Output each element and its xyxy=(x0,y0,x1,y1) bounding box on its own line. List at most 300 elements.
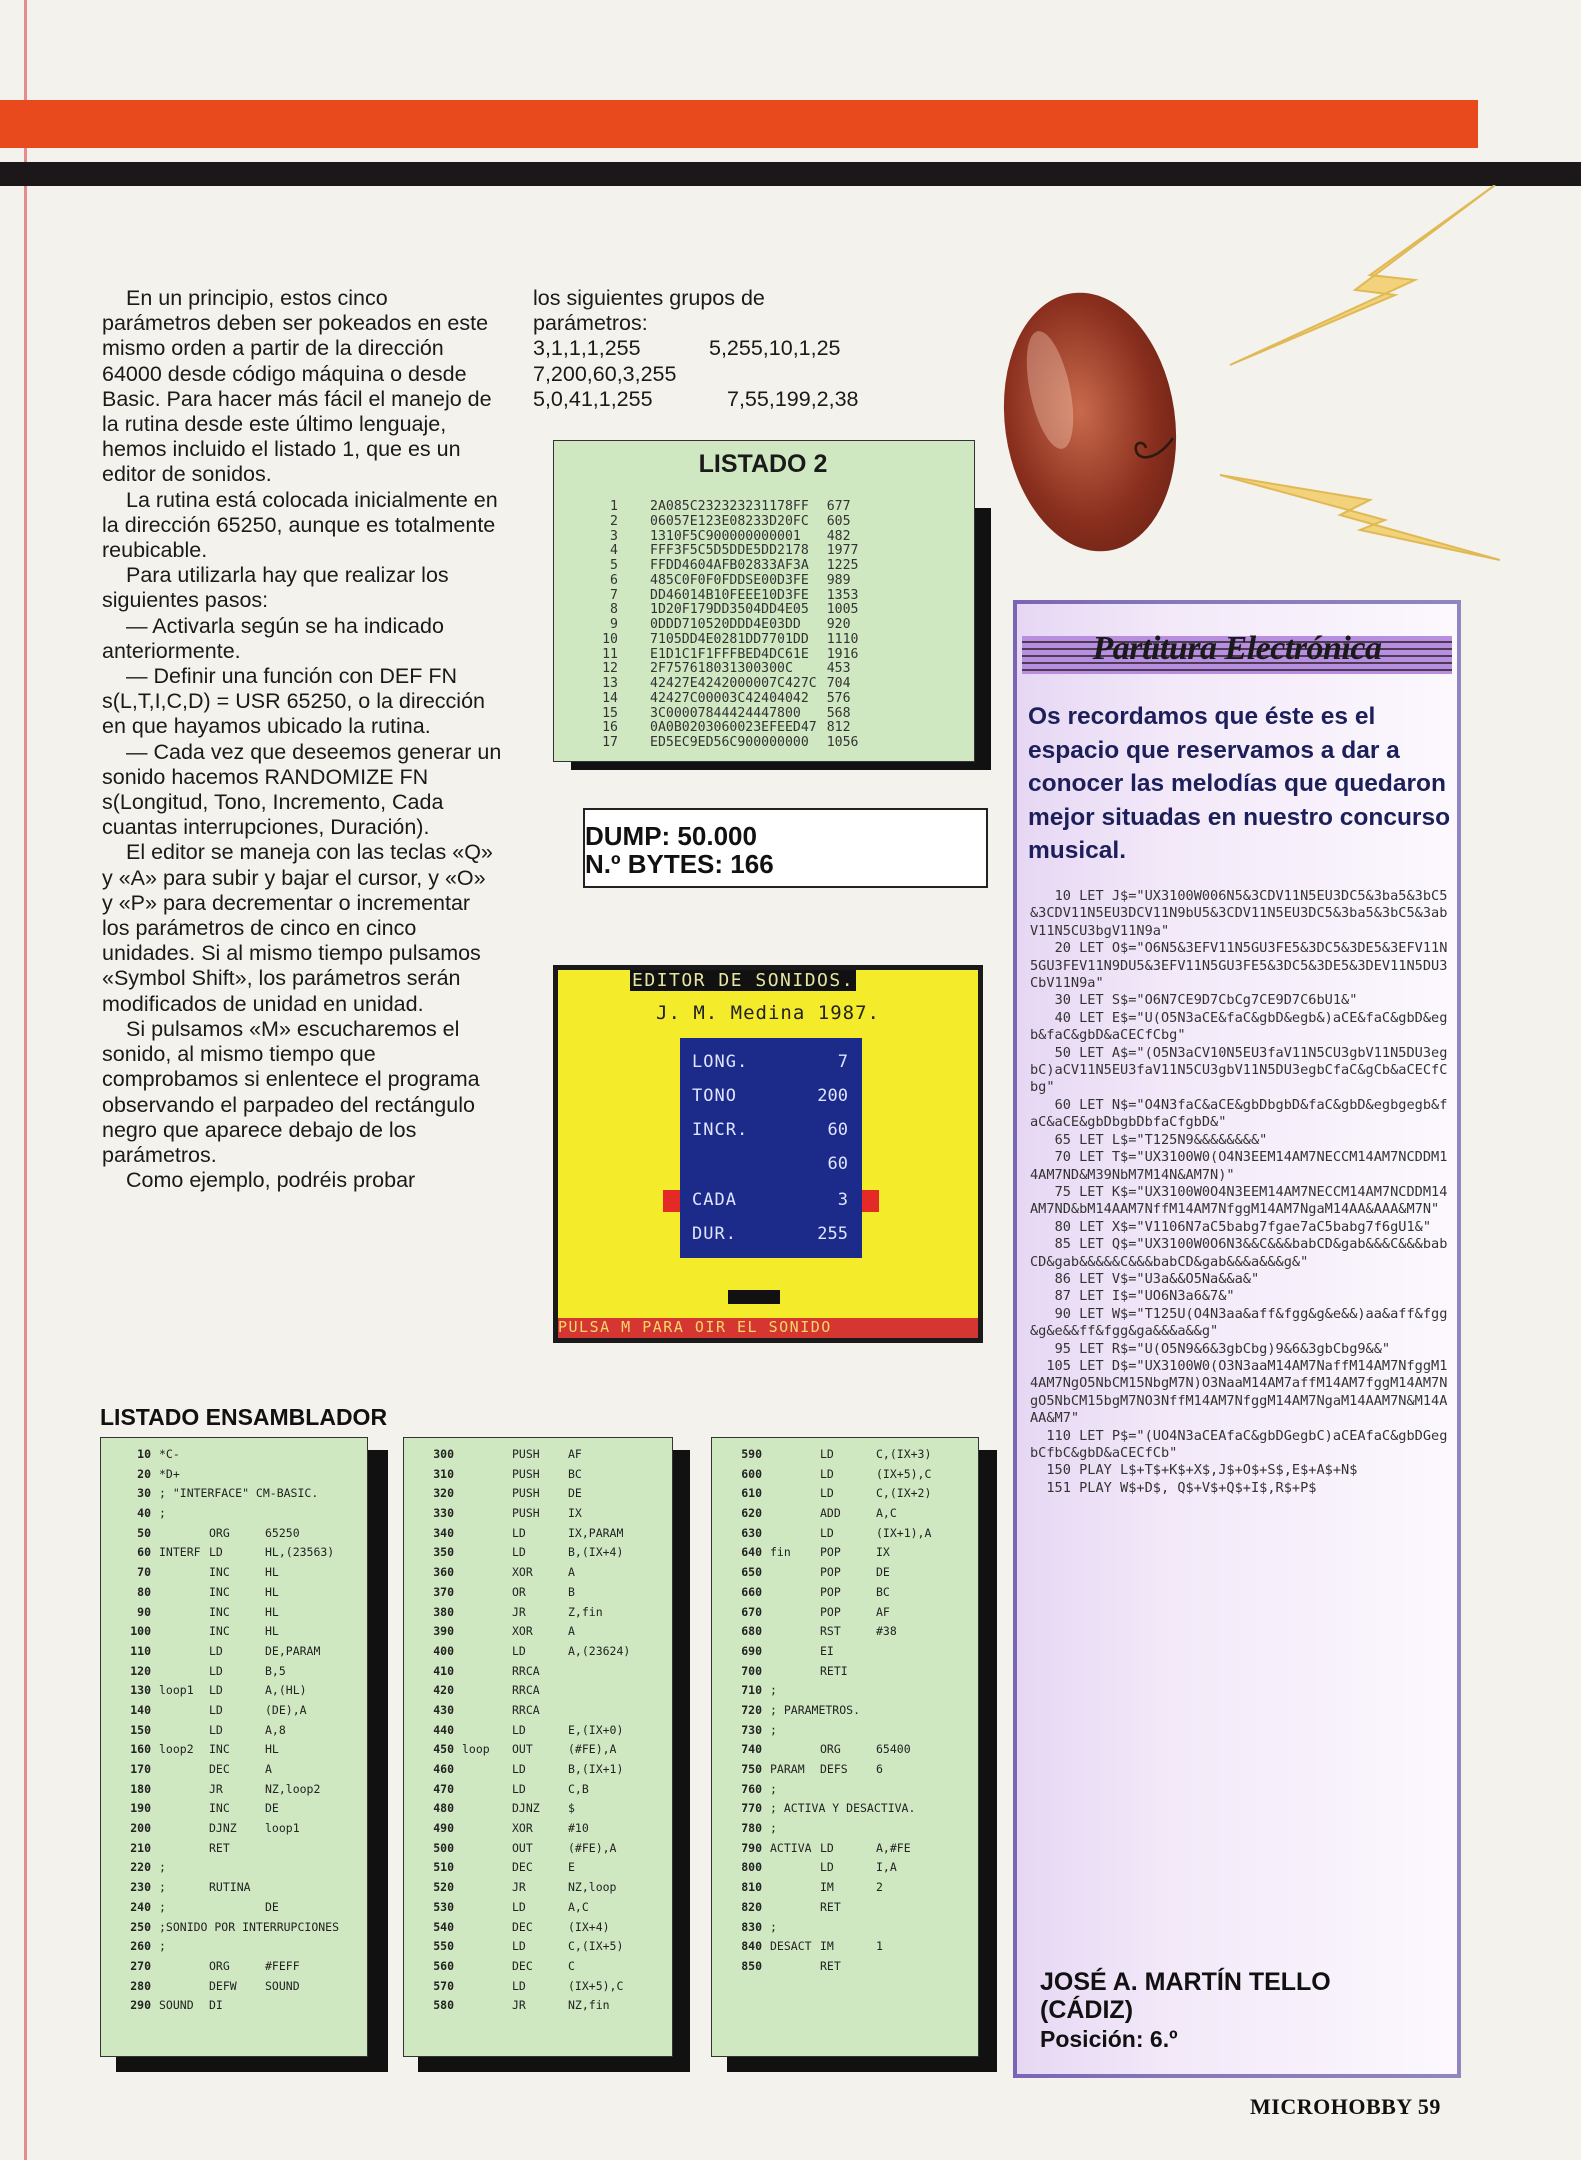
checksum: 1916 xyxy=(826,646,859,662)
dump-box xyxy=(583,808,988,888)
param-value: 60 xyxy=(827,1154,848,1174)
asm-line xyxy=(404,1445,672,1465)
asm-line xyxy=(101,1524,367,1544)
hex-data: 2A085C232323231178FF xyxy=(650,499,809,514)
header-stripe-red xyxy=(0,100,1478,148)
asm-operand: NZ,fin xyxy=(568,1998,610,2013)
asm-line xyxy=(404,1563,672,1583)
listado2-table xyxy=(568,500,859,751)
asm-line xyxy=(101,1445,367,1465)
asm-operand: B,5 xyxy=(265,1663,286,1678)
line-number: 10 xyxy=(602,631,618,647)
asm-operand: C xyxy=(568,1958,575,1973)
asm-line xyxy=(712,1819,978,1839)
asm-line xyxy=(404,1918,672,1938)
asm-operand: HL xyxy=(265,1624,279,1639)
asm-line xyxy=(404,1583,672,1603)
asm-line xyxy=(712,1642,978,1662)
article-paragraph: — Cada vez que deseemos generar un sonido hacemos RANDOMIZE FN s(Longitud, Tono, Incremento, Cada cuantas interrupciones, Duración). xyxy=(102,739,502,840)
listado2-row xyxy=(568,574,859,589)
asm-mnemonic: PUSH xyxy=(512,1466,540,1481)
asm-operand: C,(IX+5) xyxy=(568,1939,624,1954)
asm-operand: (IX+4) xyxy=(568,1919,610,1934)
asm-line-number: 30 xyxy=(137,1486,151,1501)
hex-data: 06057E123E08233D20FC xyxy=(650,513,809,529)
asm-line-number: 160 xyxy=(130,1742,151,1757)
asm-line xyxy=(101,1484,367,1504)
asm-line-number: 250 xyxy=(130,1919,151,1934)
asm-mnemonic: LD xyxy=(820,1840,834,1855)
asm-mnemonic: LD xyxy=(512,1545,526,1560)
asm-line xyxy=(404,1504,672,1524)
asm-mnemonic: LD xyxy=(820,1860,834,1875)
assembler-title: LISTADO ENSAMBLADOR xyxy=(100,1404,388,1430)
line-number: 5 xyxy=(610,558,618,573)
asm-line xyxy=(712,1799,978,1819)
bean-illustration xyxy=(988,281,1193,562)
asm-line-number: 520 xyxy=(433,1880,454,1895)
asm-line-number: 380 xyxy=(433,1604,454,1619)
asm-line-number: 310 xyxy=(433,1466,454,1481)
asm-line-number: 560 xyxy=(433,1958,454,1973)
asm-line-number: 350 xyxy=(433,1545,454,1560)
asm-mnemonic: ADD xyxy=(820,1506,841,1521)
checksum: 482 xyxy=(826,528,851,544)
asm-line xyxy=(712,1858,978,1878)
hex-data: 1310F5C900000000001 xyxy=(650,528,801,544)
asm-operand: IX xyxy=(876,1545,890,1560)
asm-mnemonic: DEC xyxy=(512,1958,533,1973)
asm-mnemonic: OR xyxy=(512,1584,526,1599)
listado2-row xyxy=(568,515,859,530)
partitura-title: Partitura Electrónica xyxy=(1092,630,1382,667)
asm-line xyxy=(712,1563,978,1583)
asm-line-number: 770 xyxy=(741,1801,762,1816)
asm-label: loop xyxy=(462,1742,490,1757)
asm-line-number: 620 xyxy=(741,1506,762,1521)
param-value: 255 xyxy=(817,1224,848,1244)
asm-line xyxy=(101,1543,367,1563)
asm-label: ; xyxy=(770,1821,777,1836)
asm-operand: HL xyxy=(265,1565,279,1580)
asm-mnemonic: PUSH xyxy=(512,1506,540,1521)
article-paragraph: En un principio, estos cinco parámetros deben ser pokeados en este mismo orden a partir de la dirección 64000 desde código máquina o desde Basic. Para hacer más fácil el manejo de la rutina desde este último lenguaje, hemos incluido el listado 1, que es un editor de sonidos. xyxy=(102,286,492,487)
asm-line-number: 550 xyxy=(433,1939,454,1954)
asm-line xyxy=(101,1642,367,1662)
param-group xyxy=(709,362,899,387)
listado2-row xyxy=(568,559,859,574)
param-label: INCR. xyxy=(692,1120,749,1140)
asm-line xyxy=(101,1858,367,1878)
asm-line xyxy=(712,1878,978,1898)
bean-curl-graphic xyxy=(1128,430,1178,470)
asm-operand: (DE),A xyxy=(265,1702,307,1717)
screen-title: EDITOR DE SONIDOS. xyxy=(632,970,855,991)
asm-mnemonic: XOR xyxy=(512,1821,533,1836)
asm-operand: HL,(23563) xyxy=(265,1545,335,1560)
asm-mnemonic: LD xyxy=(209,1722,223,1737)
asm-line-number: 290 xyxy=(130,1998,151,2013)
basic-line: 87 LET I$="UO6N3a6&7&" xyxy=(1030,1288,1235,1305)
asm-mnemonic: IM xyxy=(820,1939,834,1954)
asm-line-number: 820 xyxy=(741,1899,762,1914)
asm-line xyxy=(712,1445,978,1465)
asm-line-number: 810 xyxy=(741,1880,762,1895)
assembler-column-1 xyxy=(100,1437,368,2057)
asm-line-number: 170 xyxy=(130,1762,151,1776)
asm-line xyxy=(712,1583,978,1603)
partitura-intro: Os recordamos que éste es el espacio que reservamos a dar a conocer las melodías que quedaron mejor situadas en nuestro concurso musical. xyxy=(1028,703,1451,864)
asm-operand: loop1 xyxy=(265,1821,300,1836)
asm-mnemonic: LD xyxy=(512,1722,526,1737)
listado2-row xyxy=(568,707,859,722)
line-number: 2 xyxy=(610,513,618,529)
asm-line-number: 850 xyxy=(741,1958,762,1973)
asm-operand: (#FE),A xyxy=(568,1840,617,1855)
asm-line xyxy=(712,1662,978,1682)
asm-line-number: 500 xyxy=(433,1840,454,1855)
article-column-1 xyxy=(102,286,502,1193)
line-number: 16 xyxy=(602,720,618,736)
dump-address: DUMP: 50.000 xyxy=(585,821,757,851)
asm-line-number: 590 xyxy=(741,1447,762,1461)
basic-line: 86 LET V$="U3a&&O5Na&&a&" xyxy=(1030,1270,1260,1287)
asm-line xyxy=(101,1977,367,1997)
basic-line: 30 LET S$="O6N7CE9D7CbCg7CE9D7C6bU1&" xyxy=(1030,992,1358,1009)
asm-mnemonic: DEC xyxy=(209,1762,230,1776)
basic-line: 80 LET X$="V1106N7aC5babg7fgae7aC5babg7f6gU1&" xyxy=(1030,1218,1432,1235)
line-number: 1 xyxy=(610,499,618,514)
lightning-bolts-graphic xyxy=(1220,185,1500,585)
asm-operand: BC xyxy=(876,1584,890,1599)
asm-line-number: 100 xyxy=(130,1624,151,1639)
param-value: 3 xyxy=(837,1190,848,1210)
asm-operand: B,(IX+4) xyxy=(568,1545,624,1560)
listado2-row xyxy=(568,633,859,648)
checksum: 1353 xyxy=(826,587,859,603)
asm-label: ; xyxy=(159,1899,166,1914)
asm-mnemonic: INC xyxy=(209,1604,230,1619)
asm-line xyxy=(404,1858,672,1878)
asm-line-number: 50 xyxy=(137,1525,151,1540)
asm-line-number: 300 xyxy=(433,1447,454,1461)
asm-mnemonic: OUT xyxy=(512,1840,533,1855)
asm-line-number: 540 xyxy=(433,1919,454,1934)
author-position: Posición: 6.º xyxy=(1040,2026,1178,2052)
asm-label: *C- xyxy=(159,1447,180,1461)
asm-line-number: 630 xyxy=(741,1525,762,1540)
asm-operand: C,(IX+3) xyxy=(876,1447,932,1461)
param-group: 5,0,41,1,255 xyxy=(533,386,653,411)
asm-operand: 2 xyxy=(876,1880,883,1895)
asm-line xyxy=(101,1740,367,1760)
line-number: 13 xyxy=(602,676,618,691)
asm-mnemonic: POP xyxy=(820,1565,841,1580)
basic-line: 85 LET Q$="UX3100W0O6N3&&C&&&babCD&gab&&&C&&&babCD&gab&&&&&C&&&babCD&gab&&&a&&&g&" xyxy=(1030,1236,1448,1270)
author-block xyxy=(1040,1968,1331,2024)
listado2-row xyxy=(568,648,859,663)
asm-line xyxy=(404,1721,672,1741)
asm-mnemonic: POP xyxy=(820,1604,841,1619)
asm-line-number: 750 xyxy=(741,1762,762,1776)
param-groups xyxy=(533,336,873,412)
asm-label: PARAM xyxy=(770,1762,805,1776)
asm-line xyxy=(101,1996,367,2016)
asm-label: INTERF xyxy=(159,1545,201,1560)
listado2-row xyxy=(568,692,859,707)
asm-operand: A,C xyxy=(568,1899,589,1914)
asm-line-number: 700 xyxy=(741,1663,762,1678)
asm-mnemonic: RRCA xyxy=(512,1683,540,1698)
hex-data: 0DDD710520DDD4E03DD xyxy=(650,617,801,632)
asm-line xyxy=(404,1701,672,1721)
screen-author: J. M. Medina 1987. xyxy=(656,1002,880,1024)
asm-operand: A,C xyxy=(876,1506,897,1521)
asm-mnemonic: INC xyxy=(209,1565,230,1580)
asm-operand: 65400 xyxy=(876,1742,911,1757)
asm-line-number: 190 xyxy=(130,1801,151,1816)
asm-line-number: 610 xyxy=(741,1486,762,1501)
asm-line-number: 780 xyxy=(741,1821,762,1836)
asm-operand: (IX+1),A xyxy=(876,1525,932,1540)
asm-label: ; xyxy=(159,1880,166,1895)
article-column-2 xyxy=(533,286,873,412)
asm-operand: NZ,loop2 xyxy=(265,1781,321,1796)
assembler-column-3 xyxy=(711,1437,979,2057)
asm-line xyxy=(101,1563,367,1583)
asm-label: ; ACTIVA Y DESACTIVA. xyxy=(770,1801,916,1816)
asm-line-number: 490 xyxy=(433,1821,454,1836)
asm-line-number: 60 xyxy=(137,1545,151,1560)
asm-line xyxy=(101,1819,367,1839)
asm-mnemonic: EI xyxy=(820,1643,834,1658)
asm-line xyxy=(404,1543,672,1563)
asm-operand: DE,PARAM xyxy=(265,1643,321,1658)
checksum: 1005 xyxy=(826,602,859,618)
asm-line xyxy=(101,1918,367,1938)
asm-mnemonic: ORG xyxy=(209,1958,230,1973)
article-paragraph: El editor se maneja con las teclas «Q» y «A» para subir y bajar el cursor, y «O» y «P» para decrementar o incrementar los parámetros de cinco en cinco unidades. Si al mismo tiempo pulsamos «Symbol Shift», los parámetros serán modificados de unidad en unidad. xyxy=(102,840,493,1016)
asm-line-number: 400 xyxy=(433,1643,454,1658)
article-paragraph: — Definir una función con DEF FN s(L,T,I,C,D) = USR 65250, o la dirección en que hayamos ubicado la rutina. xyxy=(102,664,485,739)
asm-mnemonic: RET xyxy=(209,1840,230,1855)
asm-line xyxy=(712,1937,978,1957)
asm-line-number: 340 xyxy=(433,1525,454,1540)
asm-mnemonic: LD xyxy=(512,1899,526,1914)
asm-line xyxy=(404,1484,672,1504)
asm-mnemonic: LD xyxy=(209,1643,223,1658)
asm-mnemonic: INC xyxy=(209,1801,230,1816)
asm-line xyxy=(101,1603,367,1623)
asm-operand: B,(IX+1) xyxy=(568,1762,624,1776)
checksum: 989 xyxy=(826,572,851,588)
asm-label: ; xyxy=(159,1860,166,1875)
basic-line: 50 LET A$="(O5N3aCV10N5EU3faV11N5CU3gbV11N5DU3egbC)aCV11N5EU3faV11N5CU3gbV11N5DU3egbCfaC&gCb&aCECfCbg" xyxy=(1030,1044,1448,1096)
asm-line xyxy=(712,1721,978,1741)
asm-line xyxy=(101,1760,367,1780)
asm-operand: #38 xyxy=(876,1624,897,1639)
asm-mnemonic: RET xyxy=(820,1958,841,1973)
asm-operand: DE xyxy=(876,1565,890,1580)
checksum: 568 xyxy=(826,705,851,721)
line-number: 6 xyxy=(610,572,618,588)
asm-line xyxy=(404,1760,672,1780)
asm-mnemonic: JR xyxy=(512,1880,526,1895)
line-number: 14 xyxy=(602,690,618,706)
basic-line: 70 LET T$="UX3100W0(O4N3EEM14AM7NECCM14AM7NCDDM14AM7ND&M39NbM7M14N&AM7N)" xyxy=(1030,1149,1448,1183)
asm-label: ; "INTERFACE" CM-BASIC. xyxy=(159,1486,319,1501)
asm-line xyxy=(712,1622,978,1642)
asm-line-number: 600 xyxy=(741,1466,762,1481)
asm-line xyxy=(101,1583,367,1603)
hex-data: DD46014B10FEEE10D3FE xyxy=(650,587,809,603)
asm-line xyxy=(101,1504,367,1524)
blink-rectangle xyxy=(728,1290,780,1304)
asm-mnemonic: POP xyxy=(820,1545,841,1560)
asm-line xyxy=(712,1504,978,1524)
asm-label: ACTIVA xyxy=(770,1840,812,1855)
asm-mnemonic: RRCA xyxy=(512,1663,540,1678)
asm-operand: DE xyxy=(265,1899,279,1914)
asm-line-number: 40 xyxy=(137,1506,151,1521)
hex-data: 42427E4242000007C427C xyxy=(650,676,817,691)
listado2-row xyxy=(568,530,859,545)
asm-line xyxy=(712,1524,978,1544)
asm-operand: 1 xyxy=(876,1939,883,1954)
basic-line: 90 LET W$="T125U(O4N3aa&aff&fgg&g&e&&)aa&aff&fgg&g&e&&ff&fgg&ga&&&a&&g" xyxy=(1030,1305,1448,1340)
asm-line xyxy=(712,1681,978,1701)
hex-data: 42427C00003C42404042 xyxy=(650,690,809,706)
basic-line: 105 LET D$="UX3100W0(O3N3aaM14AM7NaffM14AM7NfggM14AM7NgO5NbCM15NbgM7N)O3NaaM14AM7affM14AM7fggM14AM7NgO5NbCM15bgM7NO3NffM14AM7NfggM14AM7NgaM14AAM7N&M14AAA&M7" xyxy=(1030,1357,1448,1427)
asm-line xyxy=(101,1721,367,1741)
asm-mnemonic: POP xyxy=(820,1584,841,1599)
param-groups-intro: los siguientes grupos de parámetros: xyxy=(533,286,765,336)
asm-mnemonic: RRCA xyxy=(512,1702,540,1717)
asm-line-number: 580 xyxy=(433,1998,454,2013)
asm-operand: (#FE),A xyxy=(568,1742,617,1757)
asm-operand: AF xyxy=(876,1604,890,1619)
asm-line-number: 220 xyxy=(130,1860,151,1875)
asm-line-number: 130 xyxy=(130,1683,151,1698)
asm-line-number: 670 xyxy=(741,1604,762,1619)
hex-data: FFF3F5C5D5DDE5DD2178 xyxy=(650,543,809,559)
basic-line: 20 LET O$="O6N5&3EFV11N5GU3FE5&3DC5&3DE5&3EFV11N5GU3FEV11N9DU5&3EFV11N5GU3FE5&3DC5&3DE5&3DEV11N5DU3CbV11N9a" xyxy=(1030,940,1448,992)
basic-line: 95 LET R$="U(O5N9&6&3gbCbg)9&6&3gbCbg9&&" xyxy=(1030,1340,1391,1357)
author-name: JOSÉ A. MARTÍN TELLO xyxy=(1040,1968,1331,1996)
header-stripe-black xyxy=(0,162,1581,186)
asm-mnemonic: DI xyxy=(209,1998,223,2013)
asm-label: ; PARAMETROS. xyxy=(770,1702,861,1717)
listado2-row xyxy=(568,500,859,515)
asm-mnemonic: RUTINA xyxy=(209,1880,251,1895)
asm-label: SOUND xyxy=(159,1998,194,2013)
param-group: 7,200,60,3,255 xyxy=(533,361,677,386)
asm-mnemonic: LD xyxy=(820,1447,834,1461)
param-label: CADA xyxy=(692,1190,737,1210)
asm-line-number: 270 xyxy=(130,1958,151,1973)
asm-line xyxy=(404,1996,672,2016)
line-number: 8 xyxy=(610,602,618,618)
asm-operand: E xyxy=(568,1860,575,1875)
asm-label: loop1 xyxy=(159,1683,194,1698)
listado2-row xyxy=(568,544,859,559)
hex-data: 0A0B0203060023EFEED47 xyxy=(650,720,817,736)
asm-operand: $ xyxy=(568,1801,575,1816)
asm-line-number: 320 xyxy=(433,1486,454,1501)
asm-line-number: 710 xyxy=(741,1683,762,1698)
asm-line xyxy=(712,1918,978,1938)
listado2-title: LISTADO 2 xyxy=(698,450,828,478)
article-paragraph: La rutina está colocada inicialmente en la dirección 65250, aunque es totalmente reubicable. xyxy=(102,487,498,563)
asm-mnemonic: LD xyxy=(209,1683,223,1698)
asm-label: ; xyxy=(159,1939,166,1954)
asm-line-number: 150 xyxy=(130,1722,151,1737)
asm-mnemonic: INC xyxy=(209,1584,230,1599)
asm-line-number: 70 xyxy=(137,1565,151,1580)
asm-operand: B xyxy=(568,1584,575,1599)
editor-screenshot xyxy=(558,970,978,1338)
hex-data: 485C0F0F0FDDSE00D3FE xyxy=(650,572,809,588)
asm-line-number: 140 xyxy=(130,1702,151,1717)
asm-mnemonic: ORG xyxy=(209,1525,230,1540)
asm-operand: A,8 xyxy=(265,1722,286,1737)
asm-line xyxy=(712,1760,978,1780)
asm-line-number: 840 xyxy=(741,1939,762,1954)
basic-listing xyxy=(1030,888,1454,1497)
asm-operand: HL xyxy=(265,1604,279,1619)
asm-line xyxy=(404,1465,672,1485)
asm-line-number: 570 xyxy=(433,1978,454,1993)
asm-operand: E,(IX+0) xyxy=(568,1722,624,1737)
hex-data: 3C00007844424447800 xyxy=(650,705,801,721)
hex-data: E1D1C1F1FFFBED4DC61E xyxy=(650,646,809,662)
cursor-marker-left xyxy=(663,1190,680,1212)
asm-line-number: 230 xyxy=(130,1880,151,1895)
asm-mnemonic: OUT xyxy=(512,1742,533,1757)
asm-line-number: 510 xyxy=(433,1860,454,1875)
author-city: (CÁDIZ) xyxy=(1040,1996,1134,2024)
asm-line xyxy=(712,1543,978,1563)
asm-mnemonic: ORG xyxy=(820,1742,841,1757)
listado2-row xyxy=(568,662,859,677)
asm-mnemonic: DEFW xyxy=(209,1978,237,1993)
checksum: 920 xyxy=(826,617,851,632)
asm-line-number: 530 xyxy=(433,1899,454,1914)
asm-line xyxy=(712,1465,978,1485)
asm-mnemonic: LD xyxy=(512,1939,526,1954)
asm-line xyxy=(101,1780,367,1800)
asm-mnemonic: LD xyxy=(820,1486,834,1501)
asm-line-number: 180 xyxy=(130,1781,151,1796)
basic-line: 40 LET E$="U(O5N3aCE&faC&gbD&egb&)aCE&faC&gbD&egb&faC&gbD&aCECfCbg" xyxy=(1030,1009,1448,1044)
asm-line xyxy=(404,1799,672,1819)
article-paragraph: Si pulsamos «M» escucharemos el sonido, al mismo tiempo que comprobamos si enlentece el programa observando el parpadeo del rectángulo negro que aparece debajo de los parámetros. xyxy=(102,1016,480,1167)
param-value: 60 xyxy=(827,1120,848,1140)
asm-line-number: 260 xyxy=(130,1939,151,1954)
asm-line xyxy=(101,1681,367,1701)
asm-line xyxy=(101,1957,367,1977)
asm-mnemonic: JR xyxy=(512,1998,526,2013)
asm-operand: SOUND xyxy=(265,1978,300,1993)
asm-mnemonic: DJNZ xyxy=(512,1801,540,1816)
hex-data: ED5EC9ED56C900000000 xyxy=(650,735,809,750)
hex-data: 2F757618031300300C xyxy=(650,661,793,677)
asm-mnemonic: IM xyxy=(820,1880,834,1895)
asm-line xyxy=(101,1839,367,1859)
asm-operand: IX xyxy=(568,1506,582,1521)
checksum: 704 xyxy=(826,676,851,691)
asm-line-number: 640 xyxy=(741,1545,762,1560)
